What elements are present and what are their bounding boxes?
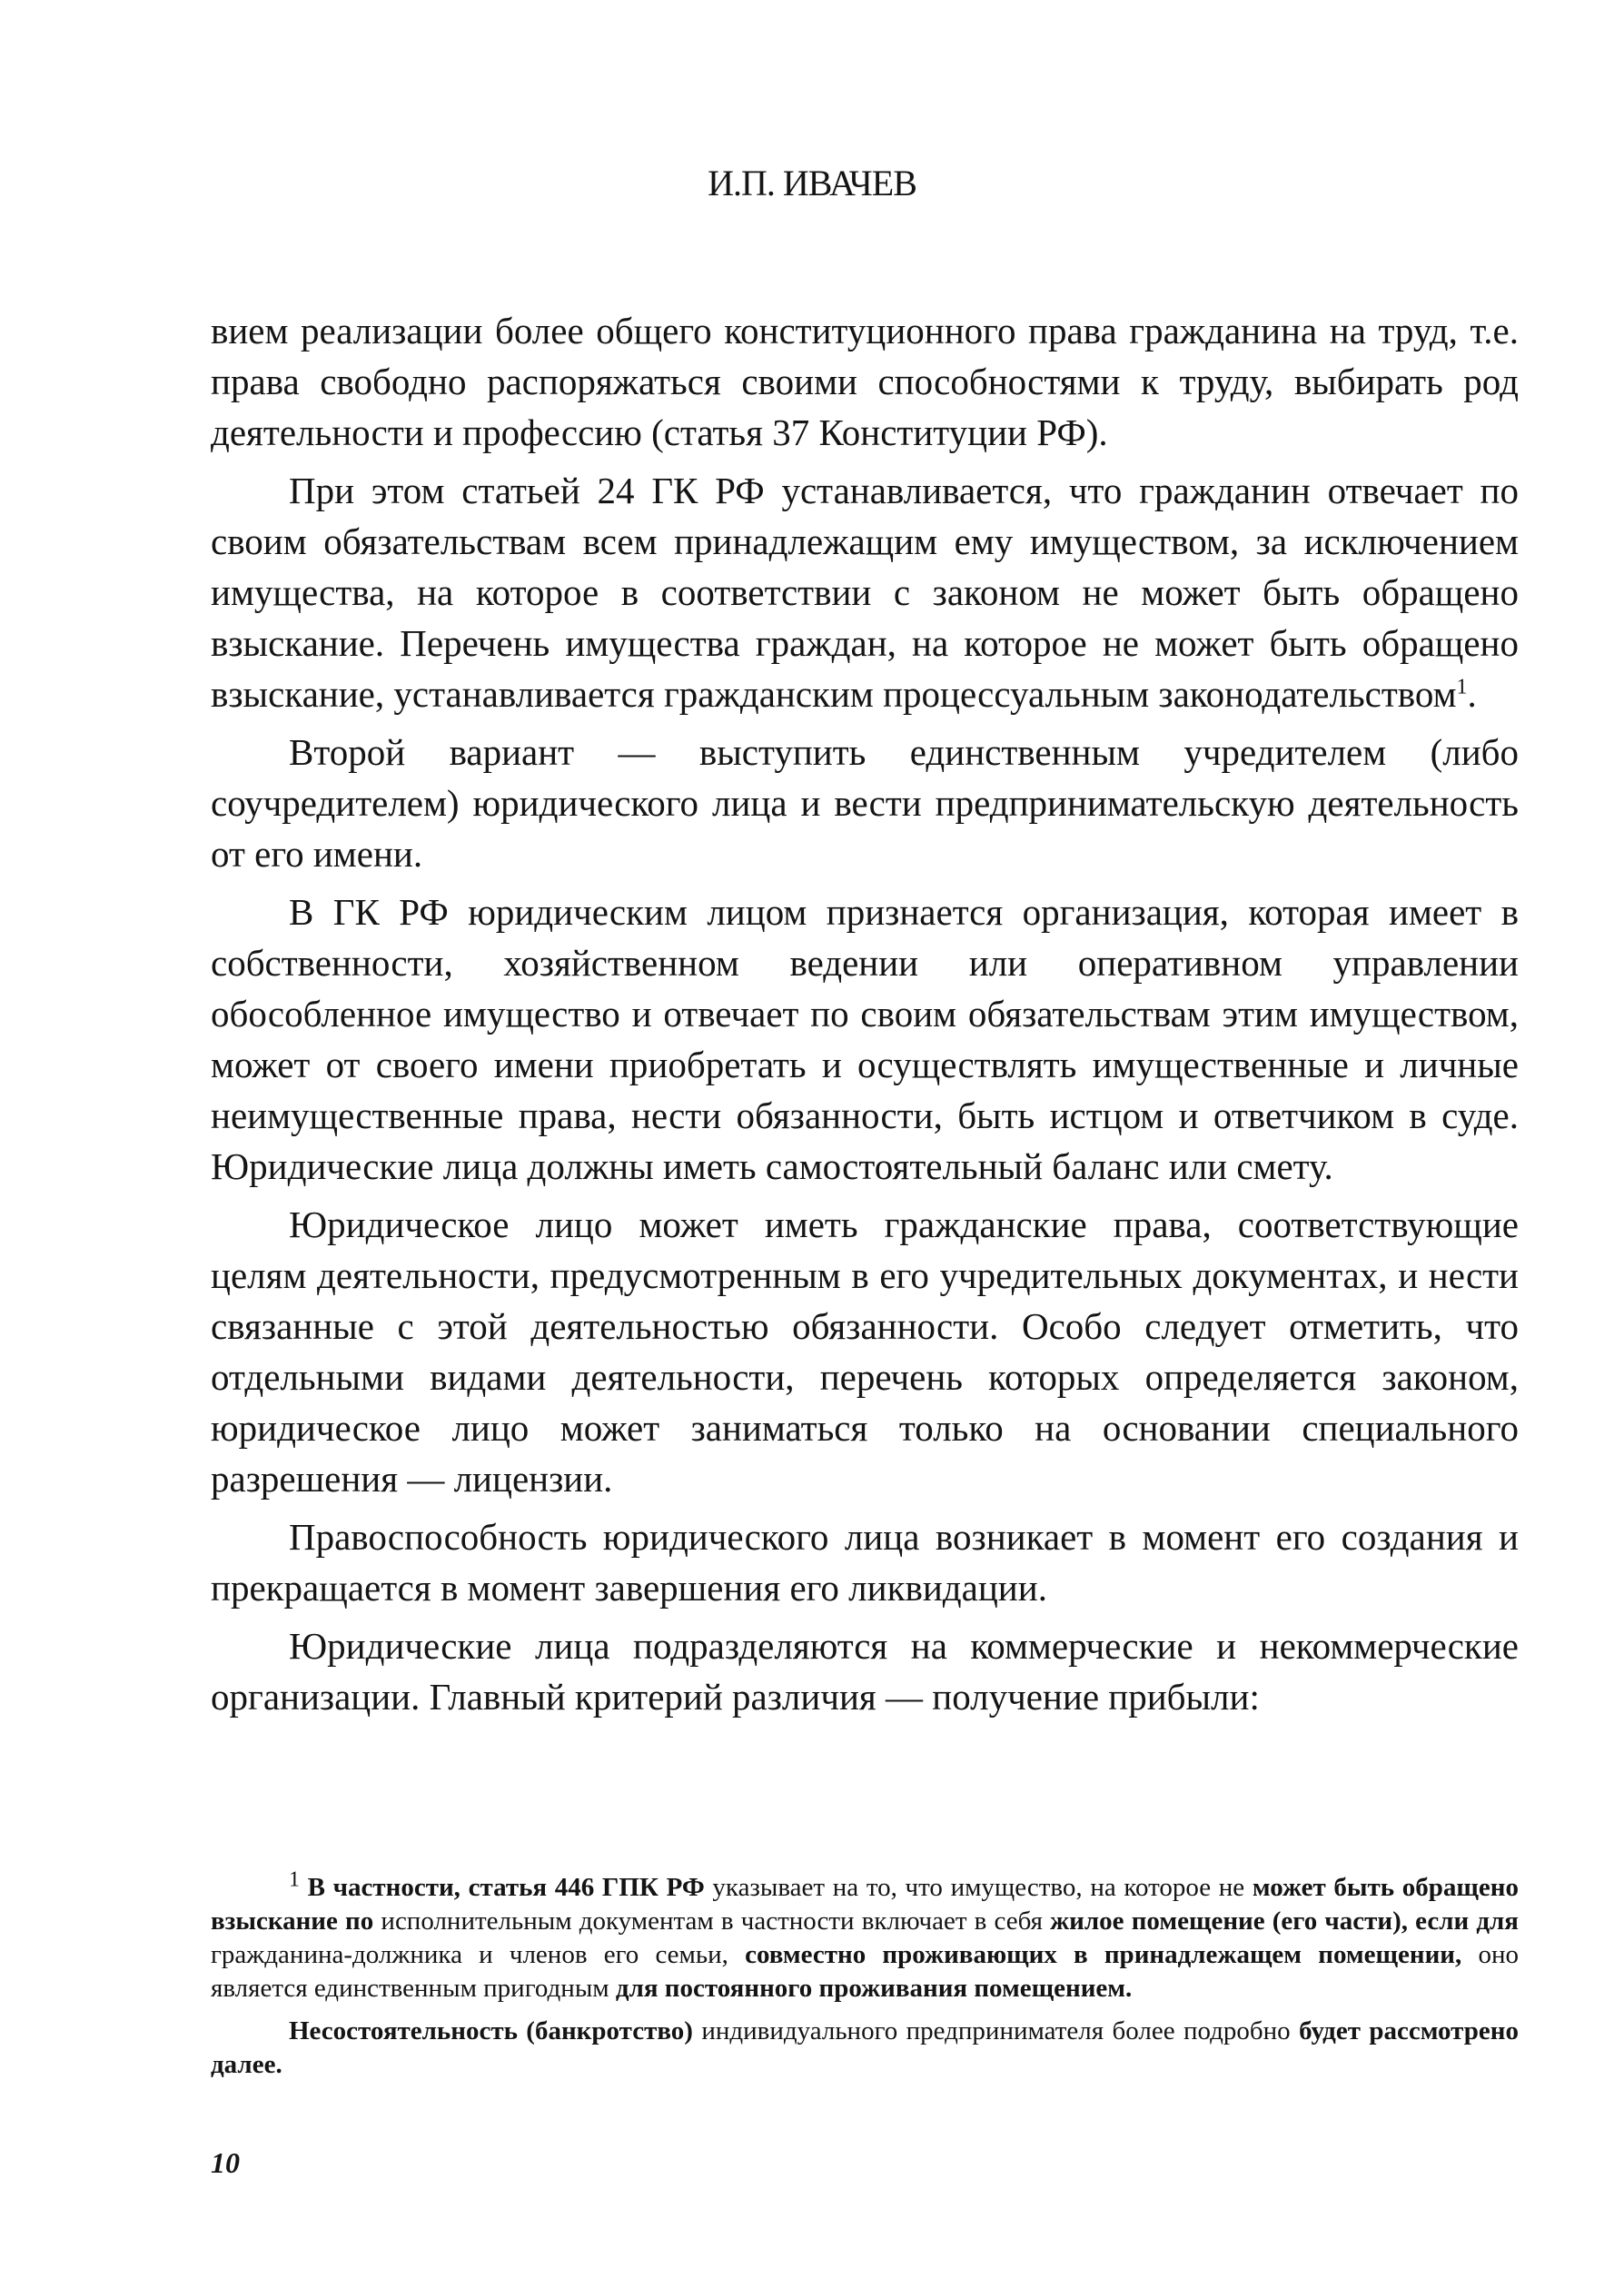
footnote-bold: будет рассмотрено далее. xyxy=(211,2016,1519,2079)
paragraph xyxy=(211,465,1519,719)
footnote-bold: жилое помещение (его части), если для xyxy=(1050,1907,1519,1936)
footnote-mark: 1 xyxy=(289,1867,300,1892)
footnote-text: индивидуального предпринимателя более подробно xyxy=(692,2016,1300,2045)
footnote-2 xyxy=(211,2015,1519,2082)
paragraph-text: При этом статьей 24 ГК РФ устанавливается, что гражданин отвечает по своим обязательствам всем принадлежащим ему имуществом, за исключением имущества, на которое в соответствии с законом не может быть обращено взыскание. Перечень имущества граждан, на которое не может быть обращено взыскание, устанавливается гражданским процессуальным законодательством xyxy=(211,470,1519,715)
footnote-bold: В частности, статья 446 ГПК РФ xyxy=(307,1873,705,1902)
paragraph: Юридические лица подразделяются на коммерческие и некоммерческие организации. Главный критерий различия — получение прибыли: xyxy=(211,1625,1519,1718)
paragraph: Юридическое лицо может иметь гражданские права, соответствующие целям деятельности, предусмотренным в его учредительных документах, и нести связанные с этой деятельностью обязанности. Особо следует отметить, что отдельными видами деятельности, перечень которых определяется законом, юридическое лицо может заниматься только на основании специального разрешения — лицензии. xyxy=(211,1203,1519,1500)
footnote-bold: может быть обращено взыскание по xyxy=(211,1873,1519,1936)
paragraph: Второй вариант — выступить единственным учредителем (либо соучредителем) юридического лица и вести предпринимательскую деятельность от его имени. xyxy=(211,731,1519,875)
footnote-text: указывает на то, что имущество, на которое не xyxy=(704,1873,1253,1902)
paragraph-continuation: вием реализации более общего конституционного права гражданина на труд, т.е. права свободно распоряжаться своими способностями к труду, выбирать род деятельности и профессию (статья 37 Конституции РФ). xyxy=(211,310,1519,453)
footnote-text: исполнительным документам в частности включает в себя xyxy=(373,1907,1051,1936)
page-number: 10 xyxy=(211,2146,240,2179)
footnote-1 xyxy=(211,1867,1519,2006)
footnotes xyxy=(211,1867,1519,2091)
paragraph: В ГК РФ юридическим лицом признается организация, которая имеет в собственности, хозяйственном ведении или оперативном управлении обособленное имущество и отвечает по своим обязательствам этим имуществом, может от своего имени приобретать и осуществлять имущественные и личные неимущественные права, нести обязанности, быть истцом и ответчиком в суде. Юридические лица должны иметь самостоятельный баланс или смету. xyxy=(211,891,1519,1187)
running-header xyxy=(0,165,1624,202)
footnote-text: оно является единственным пригодным xyxy=(211,1940,1519,2003)
running-title: И.П. ИВАЧЕВ xyxy=(708,163,916,203)
main-text xyxy=(211,305,1519,1729)
paragraph: Правоспособность юридического лица возникает в момент его создания и прекращается в момент завершения его ликвидации. xyxy=(211,1516,1519,1609)
footnote-bold: совместно проживающих в принадлежащем помещении, xyxy=(745,1940,1462,1969)
footnote-bold: для постоянного проживания помещением. xyxy=(615,1974,1133,2003)
footnote-text: гражданина-должника и членов его семьи, xyxy=(211,1940,746,1969)
footnote-reference[interactable]: 1 xyxy=(1456,675,1468,699)
paragraph-text-end: . xyxy=(1467,673,1477,715)
footnote-bold: Несостоятельность (банкротство) xyxy=(289,2016,693,2045)
